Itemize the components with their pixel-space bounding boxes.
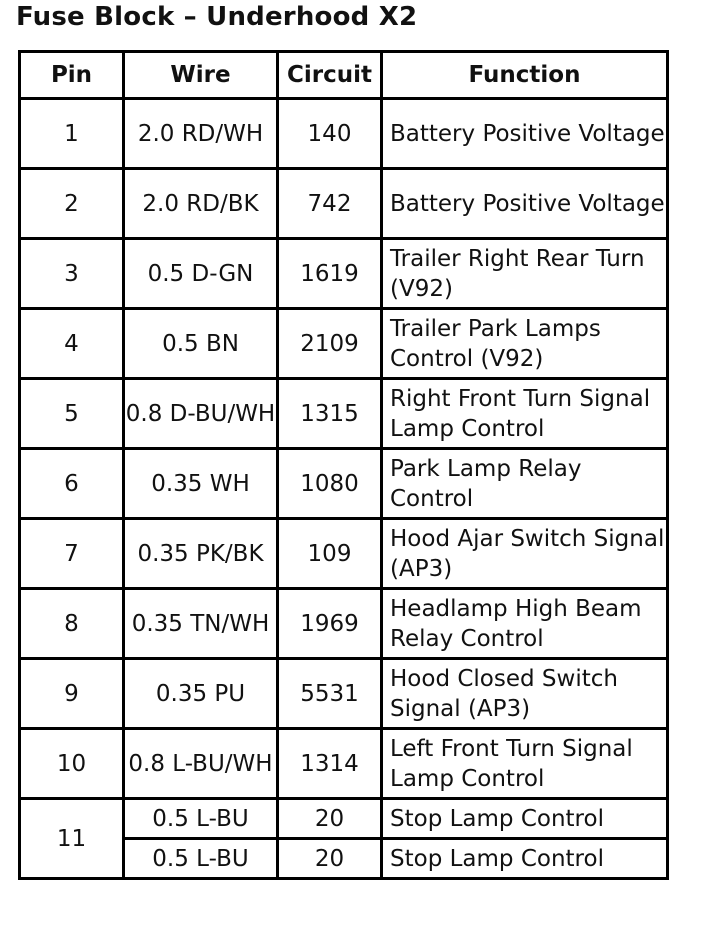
table-row: [20, 589, 668, 659]
circuit-cell: 2109: [278, 309, 382, 379]
function-cell: Headlamp High Beam Relay Control: [382, 589, 668, 659]
function-cell: Battery Positive Voltage: [382, 99, 668, 169]
pin-cell: 2: [20, 169, 124, 239]
circuit-cell: 20: [278, 839, 382, 879]
wire-cell: 0.5 D-GN: [124, 239, 278, 309]
wire-cell: 0.5 BN: [124, 309, 278, 379]
circuit-cell: 20: [278, 799, 382, 839]
header-function: Function: [382, 52, 668, 99]
function-cell: Stop Lamp Control: [382, 839, 668, 879]
circuit-cell: 109: [278, 519, 382, 589]
function-cell: Hood Closed Switch Signal (AP3): [382, 659, 668, 729]
table-row: [20, 169, 668, 239]
circuit-cell: 5531: [278, 659, 382, 729]
circuit-cell: 1315: [278, 379, 382, 449]
function-cell: Left Front Turn Signal Lamp Control: [382, 729, 668, 799]
header-row: [20, 52, 668, 99]
function-cell: Battery Positive Voltage: [382, 169, 668, 239]
pin-cell: 9: [20, 659, 124, 729]
circuit-cell: 1314: [278, 729, 382, 799]
wire-cell: 0.5 L-BU: [124, 839, 278, 879]
header-circuit: Circuit: [278, 52, 382, 99]
function-cell: Trailer Right Rear Turn (V92): [382, 239, 668, 309]
table-row: [20, 379, 668, 449]
header-pin: Pin: [20, 52, 124, 99]
pin-cell: 3: [20, 239, 124, 309]
function-cell: Park Lamp Relay Control: [382, 449, 668, 519]
table-row: [20, 239, 668, 309]
page-title: Fuse Block – Underhood X2: [16, 2, 418, 32]
wire-cell: 0.35 PU: [124, 659, 278, 729]
table-row: [20, 449, 668, 519]
pin-cell: 4: [20, 309, 124, 379]
wire-cell: 0.8 L-BU/WH: [124, 729, 278, 799]
wire-cell: 0.35 PK/BK: [124, 519, 278, 589]
function-cell: Right Front Turn Signal Lamp Control: [382, 379, 668, 449]
pin-table: [18, 50, 669, 880]
wire-cell: 2.0 RD/WH: [124, 99, 278, 169]
wire-cell: 0.5 L-BU: [124, 799, 278, 839]
circuit-cell: 140: [278, 99, 382, 169]
table-row: [20, 729, 668, 799]
header-wire: Wire: [124, 52, 278, 99]
circuit-cell: 1619: [278, 239, 382, 309]
wire-cell: 2.0 RD/BK: [124, 169, 278, 239]
wire-cell: 0.35 TN/WH: [124, 589, 278, 659]
table-row: [20, 309, 668, 379]
function-cell: Stop Lamp Control: [382, 799, 668, 839]
pin-cell: 7: [20, 519, 124, 589]
pin-cell: 5: [20, 379, 124, 449]
pin-cell: 11: [20, 799, 124, 879]
pin-cell: 10: [20, 729, 124, 799]
pin-cell: 8: [20, 589, 124, 659]
table-row: [20, 99, 668, 169]
table-row: [20, 659, 668, 729]
table-row: [20, 519, 668, 589]
function-cell: Trailer Park Lamps Control (V92): [382, 309, 668, 379]
wire-cell: 0.8 D-BU/WH: [124, 379, 278, 449]
circuit-cell: 742: [278, 169, 382, 239]
wire-cell: 0.35 WH: [124, 449, 278, 519]
table-row: [20, 799, 668, 839]
circuit-cell: 1969: [278, 589, 382, 659]
pin-cell: 1: [20, 99, 124, 169]
pin-cell: 6: [20, 449, 124, 519]
function-cell: Hood Ajar Switch Signal (AP3): [382, 519, 668, 589]
circuit-cell: 1080: [278, 449, 382, 519]
